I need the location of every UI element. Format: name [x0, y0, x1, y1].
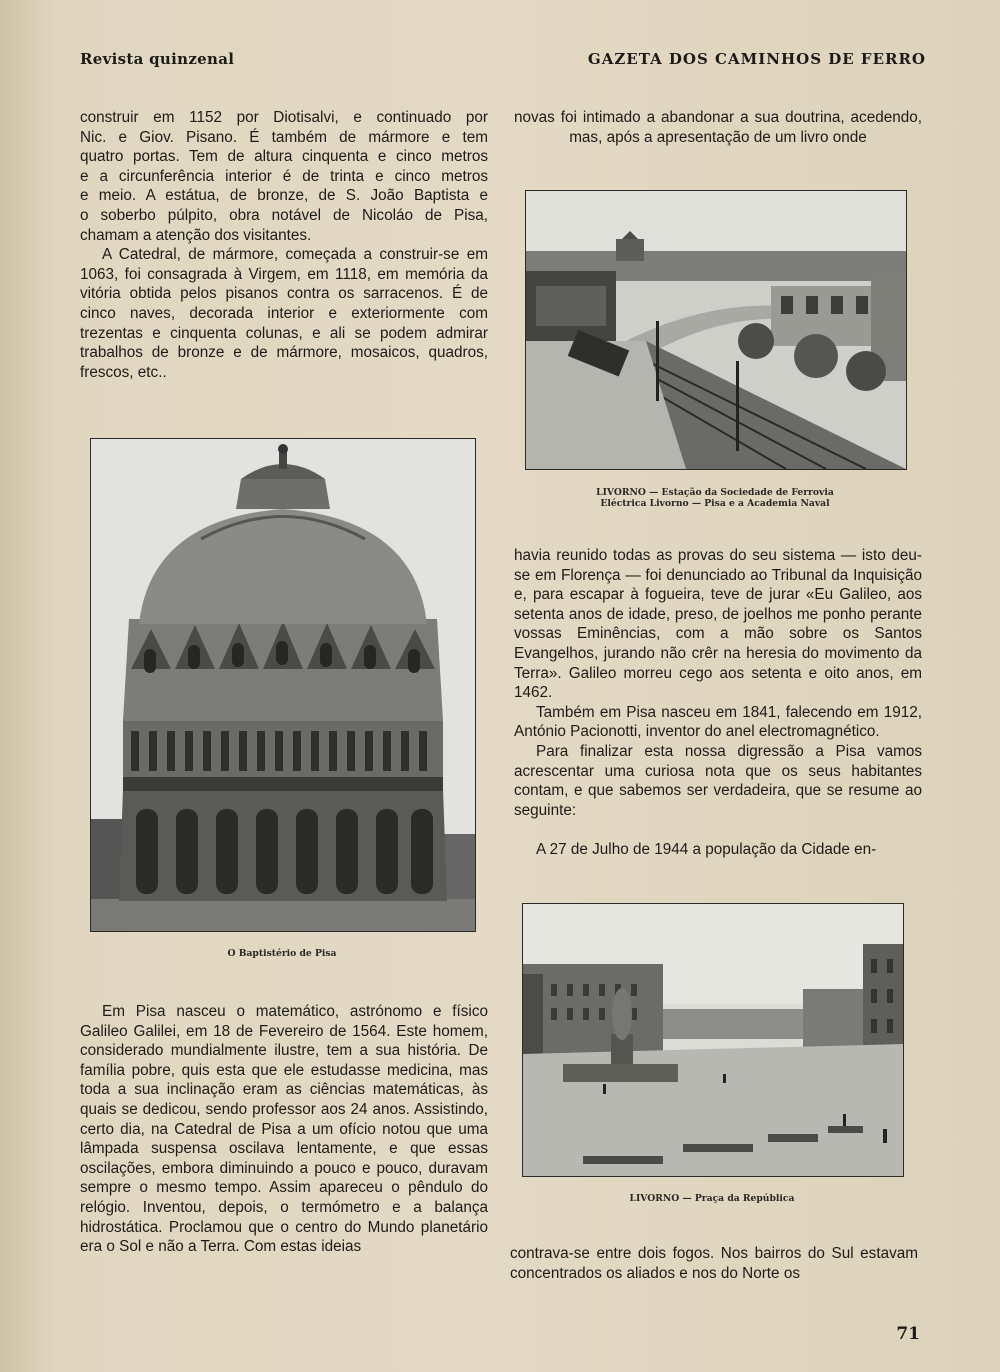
text-line: construir em 1152 por Diotisalvi, e continuado por	[80, 109, 488, 126]
left-column-top-text	[80, 108, 488, 382]
left-column-bottom-text	[80, 1002, 488, 1257]
livorno-praca-photo	[522, 903, 904, 1177]
right-column-middle-text	[514, 546, 922, 860]
header-left: Revista quinzenal	[80, 50, 235, 68]
right-column-top-text	[514, 108, 922, 147]
station-caption	[525, 487, 905, 509]
baptistery-caption: O Baptistério de Pisa	[227, 948, 337, 959]
text-line: quatro portas. Tem de altura cinquenta e cinco metros	[80, 148, 488, 166]
text-line: chamam a atenção dos visitantes.	[80, 226, 312, 244]
livorno-station-photo	[525, 190, 907, 470]
paragraph-pacionotti: Também em Pisa nasceu em 1841, falecendo em 1912, António Pacionotti, inventor do anel electromagnético.	[514, 703, 922, 741]
praca-caption: LIVORNO — Praça da República	[629, 1193, 795, 1204]
paragraph-inquisition: havia reunido todas as provas do seu sistema — isto deu-se em Florença — foi denunciado ao Tribunal da Inquisição e, para escapar à fogueira, teve de jurar «Eu Galileo, aos setenta anos de idade, preso, de joelhos me ponho perante vossas Eminências, com a mão sobre os Santos Evangelhos, jurando não crêr na heresia do movimento da Terra». Galileo morreu cego aos setenta e oito anos, em 1462.	[514, 547, 922, 702]
right-column-bottom-text	[510, 1244, 918, 1283]
paragraph-galileo: Em Pisa nasceu o matemático, astrónomo e físico Galileo Galilei, em 18 de Fevereiro de 1564. Este homem, considerado mundialmente ilustre, tem a sua história. De família pobre, quis esta que ele estudasse medicina, mas toda a sua inclinação eram as ciências matemáticas, às quais se dedicou, sendo professor aos 24 anos. Assistindo, certo dia, na Catedral de Pisa a um ofício notou que uma lâmpada suspensa oscilava lentamente, e que essas oscilações, embora diminuindo a pouco e pouco, duravam sempre o mesmo tempo. Assim apareceu o pêndulo do relógio. Inventou, depois, o termómetro e a balança hidrostática. Proclamou que o centro do Mundo planetário era o Sol e não a Terra. Com estas ideias	[80, 1003, 488, 1256]
text-line: e a circunferência interior é de trinta e cinco metros	[80, 167, 488, 185]
paragraph-catedral: A Catedral, de mármore, começada a construir-se em 1063, foi consagrada à Virgem, em 1118, em memória da vitória obtida pelos pisanos contra os sarracenos. É de cinco naves, decorada interior e exteriormente com trezentas e cinquenta colunas, e ali se podem admirar trabalhos de bronze e de mármore, mosaicos, quadros, frescos, etc..	[80, 246, 488, 381]
paragraph-1944: A 27 de Julho de 1944 a população da Cidade en-	[536, 841, 877, 859]
paragraph-finalizar: Para finalizar esta nossa digressão a Pisa vamos acrescentar uma curiosa nota que os seus habitantes contam, e que sabemos ser verdadeira, que se resume ao seguinte:	[514, 742, 922, 819]
paragraph-bottom: contrava-se entre dois fogos. Nos bairros do Sul estavam concentrados os aliados e nos do Norte os	[510, 1245, 918, 1282]
baptistery-photo	[90, 438, 476, 932]
text-line: e meio. A estátua, de bronze, de S. João Baptista e	[80, 187, 488, 205]
station-caption-line-2: Eléctrica Livorno — Pisa e a Academia Naval	[600, 498, 830, 509]
page-number: 71	[896, 1324, 920, 1344]
text-line: Nic. e Giov. Pisano. É também de mármore e tem	[80, 128, 488, 146]
paragraph-continuation: novas foi intimado a abandonar a sua doutrina, acedendo, mas, após a apresentação de um livro onde	[514, 109, 922, 146]
text-line: o soberbo púlpito, obra notável de Nicoláo de Pisa,	[80, 206, 488, 224]
header-right: GAZETA DOS CAMINHOS DE FERRO	[587, 50, 926, 68]
station-caption-line-1: LIVORNO — Estação da Sociedade de Ferrovia	[596, 487, 834, 498]
